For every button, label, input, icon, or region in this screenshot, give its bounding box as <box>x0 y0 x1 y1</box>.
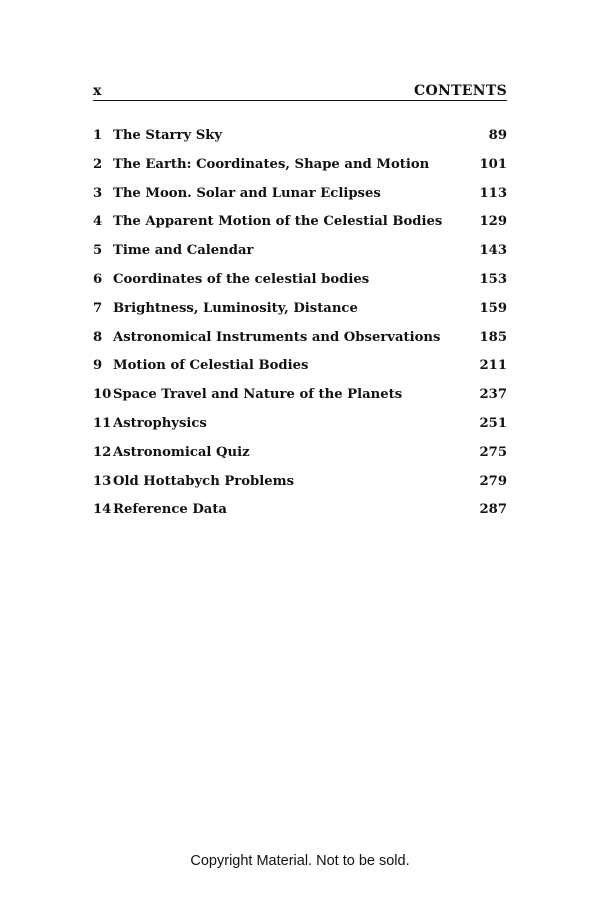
chapter-title[interactable]: Astrophysics <box>113 415 207 431</box>
chapter-page-number: 275 <box>479 444 507 460</box>
chapter-title[interactable]: Time and Calendar <box>113 243 254 259</box>
toc-entry[interactable] <box>93 299 507 328</box>
chapter-number: 3 <box>93 185 103 201</box>
chapter-title[interactable]: Space Travel and Nature of the Planets <box>113 387 403 403</box>
chapter-page-number: 185 <box>479 329 507 345</box>
chapter-title[interactable]: Old Hottabych Problems <box>113 473 295 489</box>
chapter-page-number: 211 <box>479 358 507 374</box>
chapter-title[interactable]: Astronomical Instruments and Observations <box>113 329 441 345</box>
chapter-page-number: 101 <box>479 156 507 172</box>
chapter-number: 1 <box>93 128 103 143</box>
chapter-number: 9 <box>93 358 103 374</box>
chapter-number: 11 <box>93 415 112 431</box>
chapter-title[interactable]: The Apparent Motion of the Celestial Bodies <box>113 214 443 230</box>
chapter-number: 7 <box>93 300 103 316</box>
chapter-number: 12 <box>93 444 112 460</box>
chapter-number: 6 <box>93 271 103 287</box>
page-title: CONTENTS <box>414 83 507 99</box>
chapter-page-number: 113 <box>479 185 507 201</box>
chapter-page-number: 153 <box>479 271 507 287</box>
chapter-page-number: 129 <box>479 214 507 230</box>
chapter-page-number: 279 <box>479 473 507 489</box>
toc-entry[interactable] <box>93 414 507 443</box>
copyright-notice: Copyright Material. Not to be sold. <box>190 853 410 869</box>
chapter-number: 13 <box>93 473 112 489</box>
chapter-page-number: 89 <box>488 128 507 143</box>
chapter-page-number: 287 <box>479 502 507 518</box>
chapter-title[interactable]: The Starry Sky <box>113 128 223 143</box>
chapter-number: 10 <box>93 387 112 403</box>
chapter-title[interactable]: The Earth: Coordinates, Shape and Motion <box>113 156 430 172</box>
running-head <box>93 82 507 101</box>
toc-entry[interactable] <box>93 328 507 357</box>
toc-entry[interactable] <box>93 212 507 241</box>
chapter-number: 8 <box>93 329 103 345</box>
chapter-title[interactable]: The Moon. Solar and Lunar Eclipses <box>113 185 381 201</box>
toc-entry[interactable] <box>93 472 507 501</box>
chapter-title[interactable]: Astronomical Quiz <box>113 444 250 460</box>
toc-entry[interactable] <box>93 184 507 213</box>
toc-entry[interactable] <box>93 443 507 472</box>
toc-entry[interactable] <box>93 270 507 299</box>
toc-entry[interactable] <box>93 155 507 184</box>
page-number: x <box>93 83 102 99</box>
chapter-number: 4 <box>93 214 103 230</box>
toc-entry[interactable] <box>93 241 507 270</box>
chapter-page-number: 159 <box>479 300 507 316</box>
chapter-title[interactable]: Coordinates of the celestial bodies <box>113 271 370 287</box>
chapter-title[interactable]: Reference Data <box>113 502 227 518</box>
chapter-number: 5 <box>93 243 103 259</box>
chapter-number: 2 <box>93 156 103 172</box>
chapter-page-number: 237 <box>479 387 507 403</box>
chapter-number: 14 <box>93 502 112 518</box>
toc-entry[interactable] <box>93 126 507 155</box>
chapter-title[interactable]: Motion of Celestial Bodies <box>113 358 309 374</box>
table-of-contents <box>93 126 507 529</box>
toc-entry[interactable] <box>93 385 507 414</box>
toc-entry[interactable] <box>93 356 507 385</box>
chapter-page-number: 251 <box>479 415 507 431</box>
chapter-page-number: 143 <box>479 243 507 259</box>
chapter-title[interactable]: Brightness, Luminosity, Distance <box>113 300 358 316</box>
toc-entry[interactable] <box>93 500 507 529</box>
